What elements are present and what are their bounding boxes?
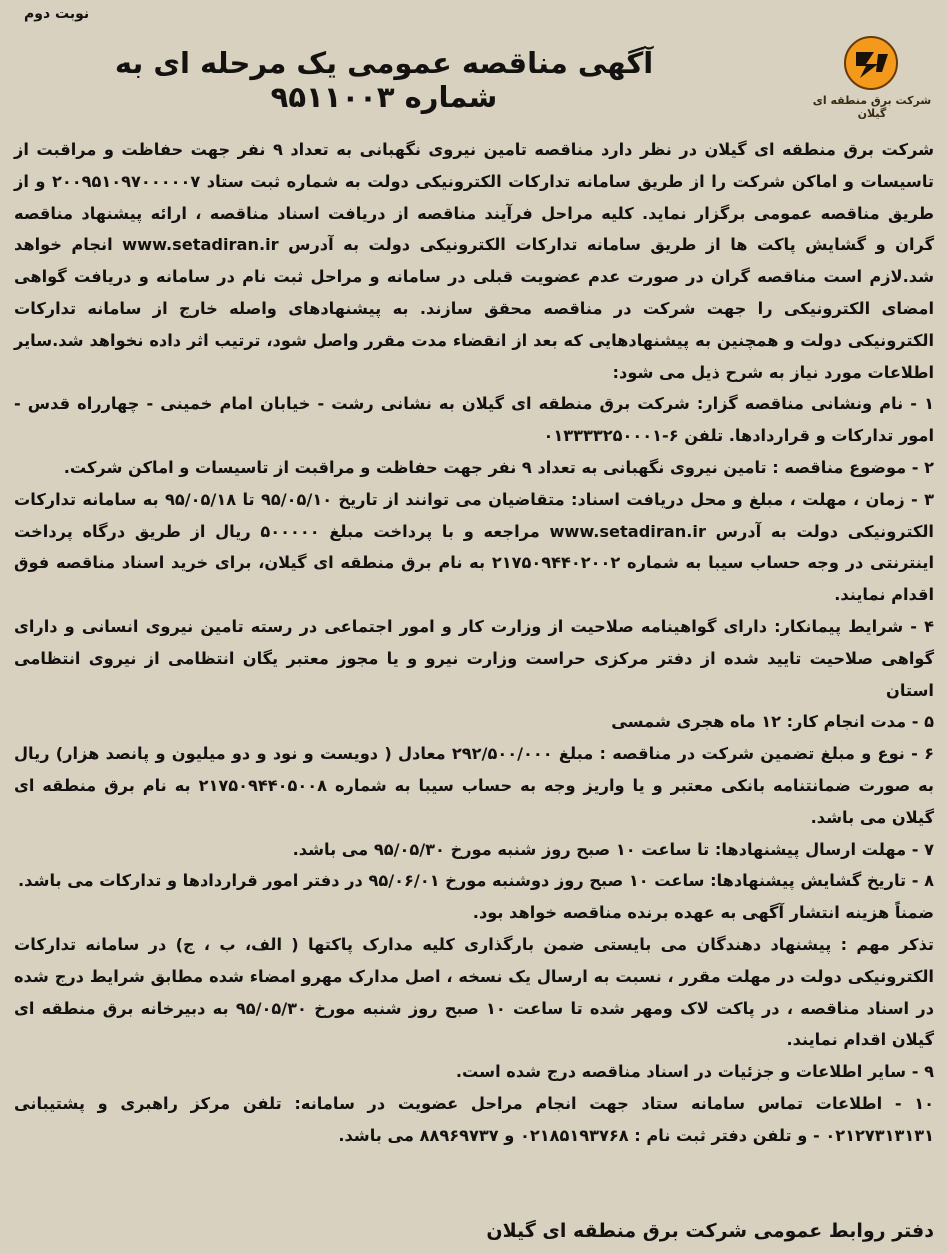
item-1: ۱ - نام ونشانی مناقصه گزار: شرکت برق منطقه ای گیلان به نشانی رشت - خیابان امام خمینی - چهارراه قدس - امور تدارکات و قراردادها. تلفن ۶-۰۱۳۳۳۳۲۵۰۰۰۱ [14,394,934,446]
footer-signature: دفتر روابط عمومی شرکت برق منطقه ای گیلان [486,1220,934,1242]
item-8: ۸ - تاریخ گشایش پیشنهادها: ساعت ۱۰ صبح روز دوشنبه مورخ ۹۵/۰۶/۰۱ در دفتر امور قراردادها و تدارکات می باشد. [18,871,934,891]
item-4: ۴ - شرایط پیمانکار: دارای گواهینامه صلاحیت از وزارت کار و امور اجتماعی در رسته تامین نیروی انسانی و دارای گواهی صلاحیت تایید شده از دفتر مرکزی حراست وزارت نیرو و یا مجوز معتبر یگان انتظامی از نیروی انتظامی استان [14,616,934,700]
item-2: ۲ - موضوع مناقصه : تامین نیروی نگهبانی به تعداد ۹ نفر جهت حفاظت و مراقبت از تاسیسات و اماکن شرکت. [63,457,934,477]
item-3: ۳ - زمان ، مهلت ، مبلغ و محل دریافت اسناد: متقاضیان می توانند از تاریخ ۹۵/۰۵/۱۰ تا ۹۵/۰۵/۱۸ به سامانه تدارکات الکترونیکی دولت به آدرس www.setadiran.ir مراجعه و با پرداخت مبلغ ۵۰۰۰۰۰ ریال از طریق درگاه پرداخت اینترنتی در وجه حساب سیبا به شماره ۲۱۷۵۰۹۴۴۰۲۰۰۲ به نام برق منطقه ای گیلان، برای خرید اسناد مناقصه فوق اقدام نمایند. [14,489,934,605]
item-9: ۹ - سایر اطلاعات و جزئیات در اسناد مناقصه درج شده است. [455,1062,934,1082]
item-7: ۷ - مهلت ارسال پیشنهادها: تا ساعت ۱۰ صبح روز شنبه مورخ ۹۵/۰۵/۳۰ می باشد. [292,839,934,859]
company-logo [812,32,932,120]
logo-text: شرکت برق منطقه ای گیلان [812,94,932,120]
item-5: ۵ - مدت انجام کار: ۱۲ ماه هجری شمسی [611,712,934,732]
notice-body [14,134,934,1152]
intro-paragraph: شرکت برق منطقه ای گیلان در نظر دارد مناقصه تامین نیروی نگهبانی به تعداد ۹ نفر جهت حفاظت و مراقبت از تاسیسات و اماکن شرکت را از طریق سامانه تدارکات الکترونیکی دولت به شماره ثبت ستاد ۲۰۰۹۵۱۰۹۷۰۰۰۰۰۷ و از طریق مناقصه عمومی برگزار نماید. کلیه مراحل فرآیند مناقصه از دریافت اسناد مناقصه ، ارائه پیشنهاد مناقصه گران و گشایش پاکت ها از طریق سامانه تدارکات الکترونیکی دولت به آدرس www.setadiran.ir انجام خواهد شد.لازم است مناقصه گران در صورت عدم عضویت قبلی در سامانه و مراحل ثبت نام در سامانه و دریافت گواهی امضای الکترونیکی را جهت شرکت در مناقصه محقق سازند. به پیشنهادهای واصله خارج از سامانه تدارکات الکترونیکی دولت و همچنین به پیشنهادهایی که بعد از انقضاء مدت مقرر واصل شود، ترتیب اثر داده نخواهد شد.سایر اطلاعات مورد نیاز به شرح ذیل می شود: [14,140,934,382]
item-6: ۶ - نوع و مبلغ تضمین شرکت در مناقصه : مبلغ ۲۹۲/۵۰۰/۰۰۰ معادل ( دویست و نود و دو میلیون و پانصد هزار) ریال به صورت ضمانتنامه بانکی معتبر و یا واریز وجه به حساب سیبا به شماره ۲۱۷۵۰۹۴۴۰۵۰۰۸ به نام برق منطقه ای گیلان می باشد. [14,744,935,827]
item-10: ۱۰ - اطلاعات تماس سامانه ستاد جهت انجام مراحل عضویت در سامانه: تلفن مرکز راهبری و پشتیبانی ۰۲۱۲۷۳۱۳۱۳۱ - و تلفن دفتر ثبت نام : ۰۲۱۸۵۱۹۳۷۶۸ و ۸۸۹۶۹۷۳۷ می باشد. [14,1093,934,1145]
power-company-logo-icon [844,36,898,90]
cost-note: ضمناً هزینه انتشار آگهی به عهده برنده مناقصه خواهد بود. [472,903,934,923]
publication-badge: نوبت دوم [24,6,90,22]
important-note: تذکر مهم : پیشنهاد دهندگان می بایستی ضمن بارگذاری کلیه مدارک پاکتها ( الف، ب ، ج) در سامانه تدارکات الکترونیکی دولت در مهلت مقرر ، نسبت به ارسال یک نسخه ، اصل مدارک مهرو امضاء شده مطابق شرایط درج شده در اسناد مناقصه ، در پاکت لاک ومهر شده تا ساعت ۱۰ صبح روز شنبه مورخ ۹۵/۰۵/۳۰ به دبیرخانه برق منطقه ای گیلان اقدام نمایند. [14,934,934,1050]
notice-title: آگهی مناقصه عمومی یک مرحله ای به شماره ۹۵۱۱۰۰۳ [114,46,654,114]
